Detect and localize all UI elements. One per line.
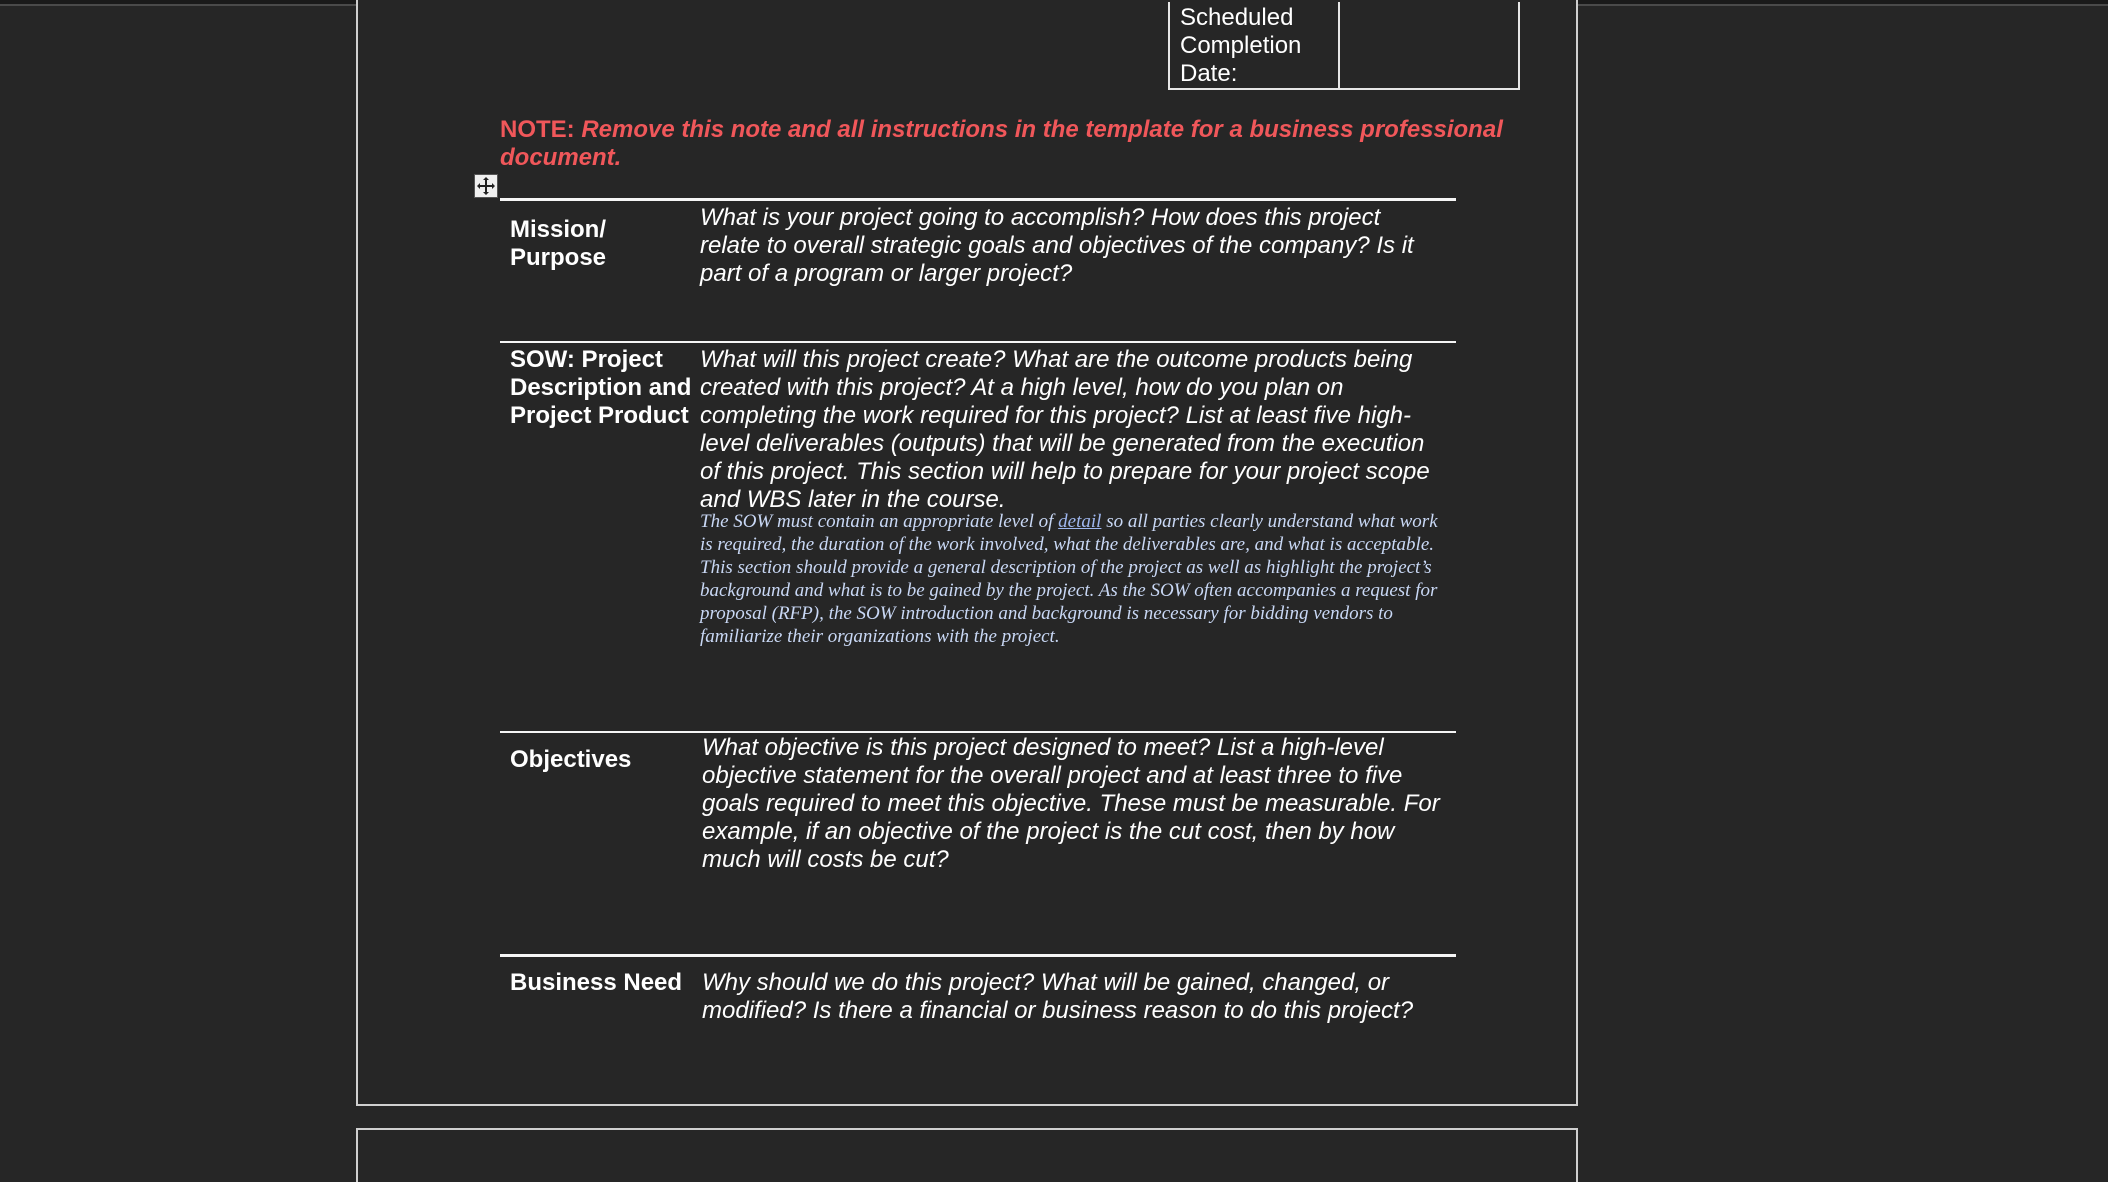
business-need-text[interactable]: Why should we do this project? What will be gained, changed, or modified? Is there a financial or business reason to do this project? [702, 969, 1414, 1024]
row-divider [500, 198, 1456, 201]
objectives-text[interactable]: What objective is this project designed to meet? List a high-level objective statement for the overall project and at least three to five goals required to meet this objective. These must be measurable. For example, if an objective of the project is the cut cost, then by how much will costs be cut? [702, 734, 1440, 873]
scheduled-completion-label: Scheduled Completion Date: [1170, 2, 1340, 88]
next-document-page [356, 1128, 1578, 1182]
scheduled-completion-table [1168, 2, 1520, 90]
row-divider [500, 731, 1456, 733]
detail-link[interactable]: detail [1058, 511, 1102, 532]
sow-text[interactable]: What will this project create? What are the outcome products being created with this project? At a high level, how do you plan on completing the work required for this project? List at least five high-level deliverables (outputs) that will be generated from the execution of this project. This section will help to prepare for your project scope and WBS later in the course. [700, 346, 1430, 513]
business-need-label: Business Need [510, 969, 683, 996]
row-divider [500, 954, 1456, 957]
note-prefix: NOTE: [500, 116, 575, 143]
mission-purpose-text[interactable]: What is your project going to accomplish? How does this project relate to overall strategic goals and objectives of the company? Is it part of a program or larger project? [700, 204, 1414, 287]
template-note [500, 116, 1530, 172]
sow-detail-after: so all parties clearly understand what work is required, the duration of the work involved, what the deliverables are, and what is acceptable. This section should provide a general description of the project as well as highlight the project’s background and what is to be gained by the project. As the SOW often accompanies a request for proposal (RFP), the SOW introduction and background is necessary for bidding vendors to familiarize their organizations with the project. [700, 511, 1438, 647]
sow-label: SOW: Project Description and Project Product [510, 346, 692, 429]
objectives-label: Objectives [510, 746, 632, 773]
sow-detail-text[interactable] [700, 510, 1440, 648]
row-divider [500, 341, 1456, 343]
move-arrows-icon[interactable] [474, 174, 498, 198]
sow-detail-before: The SOW must contain an appropriate level of [700, 511, 1054, 532]
note-text: Remove this note and all instructions in the template for a business professional document. [500, 116, 1503, 171]
scheduled-completion-value[interactable] [1340, 2, 1518, 88]
mission-purpose-label: Mission/ Purpose [510, 216, 607, 271]
